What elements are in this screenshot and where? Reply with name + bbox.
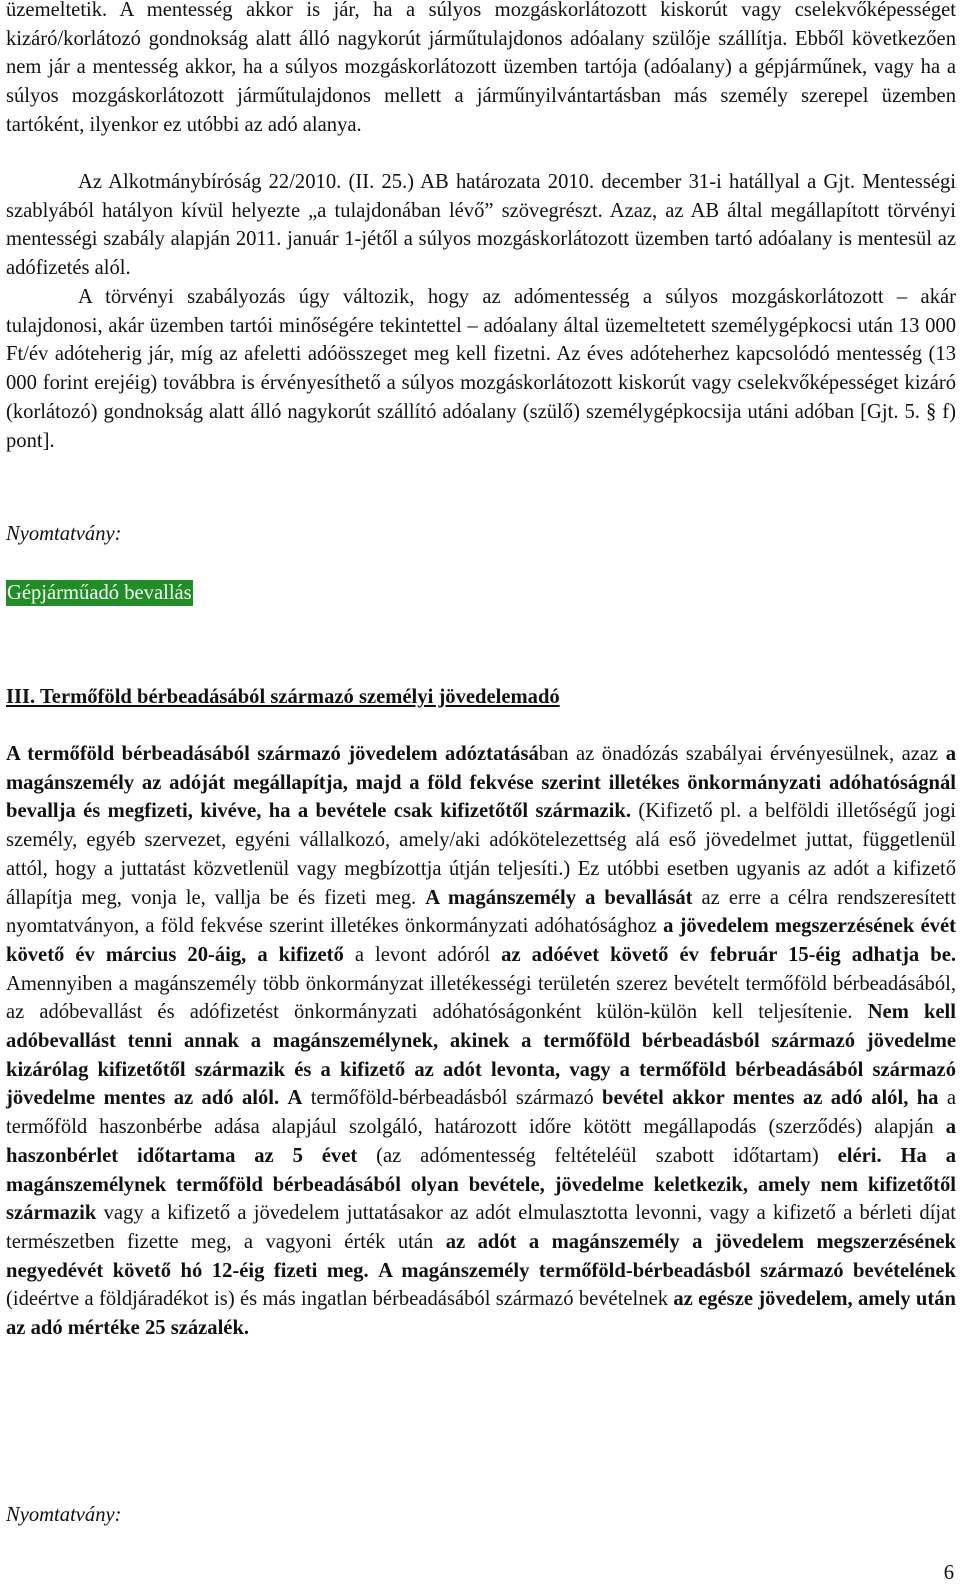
bold-text-run: az adóévet követő év február 15-éig adhatja be. — [501, 943, 956, 966]
text-run: (az adómentesség feltételéül szabott időtartam) — [357, 1144, 838, 1167]
bold-text-run: Nem kell adóbevallást tenni annak a magánszemélynek, akinek a termőföld bérbeadásból származó jövedelme kizárólag kifizetőtől származik és a kifizető az adót levonta, vagy a termőföld bérbeadásából származó jövedelme mentes az adó alól. — [6, 1001, 957, 1110]
bold-text-run: A termőföld bérbeadásából származó jövedelem adóztatásá — [6, 743, 539, 765]
bold-text-run: A magánszemély a bevallását — [425, 886, 693, 909]
text-run — [369, 1260, 379, 1282]
text-run: (Kifizető pl. a belföldi illetőségű jogi személy, egyéb szervezet, egyéni vállalkozó, amely/aki adókötelezettség alá eső jövedelmet juttat, függetlenül attól, hogy a juttatást közvetlenül vagy megbízottja útján teljesíti.) Ez utóbbi esetben ugyanis az adót a kifizető állapítja meg, vonja le, vallja be és fizeti meg. — [6, 800, 956, 909]
bold-text-run: a jövedelem megszerzésének évét követő év március 20-áig, a kifizető — [6, 915, 956, 966]
bold-text-run: A magánszemély termőföld-bérbeadásból származó bevételének — [378, 1259, 956, 1282]
form-label-2: Nyomtatvány: — [6, 1504, 122, 1526]
text-run: a termőföld haszonbérbe adása alapjául szolgáló, határozott időre kötött megállapodás (szerződés) alapján — [6, 1087, 957, 1139]
section-heading: III. Termőföld bérbeadásából származó személyi jövedelemadó — [6, 686, 560, 708]
bold-text-run: Ha a magánszemélynek termőföld bérbeadásából olyan bevétele, jövedelme keletkezik, amely nem kifizetőtől származik — [6, 1144, 957, 1225]
bold-text-run: bevétel akkor mentes az adó alól, ha — [602, 1087, 939, 1110]
text-run: ban az önadózás szabályai érvényesülnek, azaz — [538, 743, 946, 765]
bold-text-run: A — [287, 1087, 303, 1110]
paragraph-statutory-change: A törvényi szabályozás úgy változik, hogy az adómentesség a súlyos mozgáskorlátozott – akár tulajdonosi, akár üzemben tartói minőségére tekintettel – adóalany által üzemeltetett személygépkocsi után 13 000 Ft/év adóteherig jár, míg az afeletti adóösszeget meg kell fizetni. Az éves adóteherhez kapcsolódó mentesség (13 000 forint erejéig) továbbra is érvényesíthető a súlyos mozgáskorlátozott kiskorút vagy cselekvőképességet kizáró (korlátozó) gondnokság alatt álló nagykorút szállító adóalany (szülő) személygépkocsija utáni adóban [Gjt. 5. § f) pont]. — [6, 286, 956, 452]
paragraph-land-lease-tax — [6, 740, 956, 1343]
text-run — [882, 1145, 901, 1167]
text-run: a levont adóról — [343, 943, 502, 966]
bold-text-run: a magánszemély az adóját megállapítja, majd a föld fekvése szerint illetékes önkormányzati adóhatóságnál bevallja és megfizeti, kivéve, ha a bevétele csak kifizetőtől származik. — [6, 743, 956, 823]
bold-text-run: az adót a magánszemély a jövedelem megszerzésének negyedévét követő hó 12-éig fizeti meg. — [6, 1230, 956, 1282]
page-number: 6 — [943, 1562, 954, 1584]
bold-text-run: az egésze jövedelem, amely után az adó mértéke 25 százalék. — [6, 1288, 956, 1340]
text-run — [279, 1087, 287, 1109]
paragraph-constitutional-court: Az Alkotmánybíróság 22/2010. (II. 25.) AB határozata 2010. december 31-i hatállyal a Gjt. Mentességi szablyából hatályon kívül helyezte „a tulajdonában lévő” szövegrészt. Azaz, az AB által megállapított törvényi mentességi szabály alapján 2011. január 1-jétől a súlyos mozgáskorlátozott üzemben tartó adóalany is mentesül az adófizetés alól. — [6, 171, 956, 280]
bold-text-run: eléri. — [837, 1144, 882, 1167]
text-run: (ideértve a földjáradékot is) és más ingatlan bérbeadásából származó bevételnek — [6, 1288, 674, 1311]
vehicle-tax-form-link[interactable]: Gépjárműadó bevallás — [7, 582, 192, 604]
text-run: termőföld-bérbeadásból származó — [302, 1087, 603, 1110]
text-run: Amennyiben a magánszemély több önkormányzat illetékességi területén szerez bevételt termőföld bérbeadásából, az adóbevallást és adófizetést önkormányzati adóhatóságonként külön-külön kell teljesítenie. — [6, 972, 956, 1024]
paragraph-exemption-parent: üzemeltetik. A mentesség akkor is jár, ha a súlyos mozgáskorlátozott kiskorút vagy cselekvőképességet kizáró/korlátozó gondnokság alatt álló nagykorút járműtulajdonos adóalany szülője szállítja. Ebből következően nem jár a mentesség akkor, ha a súlyos mozgáskorlátozott üzemben tartója (adóalany) a gépjárműnek, vagy ha a súlyos mozgáskorlátozott járműtulajdonos mellett a járműnyilvántartásban más személy szerepel üzemben tartóként, ilyenkor ez utóbbi az adó alanya. — [6, 0, 956, 136]
form-label: Nyomtatvány: — [6, 523, 122, 545]
bold-text-run: a haszonbérlet időtartama az 5 évet — [6, 1116, 956, 1167]
text-run: vagy a kifizető a jövedelem juttatásakor az adót elmulasztotta levonni, vagy a kifizető a bérleti díjat természetben fizette meg, a vagyoni érték után — [6, 1202, 956, 1253]
text-run: az erre a célra rendszeresített nyomtatványon, a föld fekvése szerint illetékes önkormányzati adóhatósághoz — [6, 886, 956, 938]
